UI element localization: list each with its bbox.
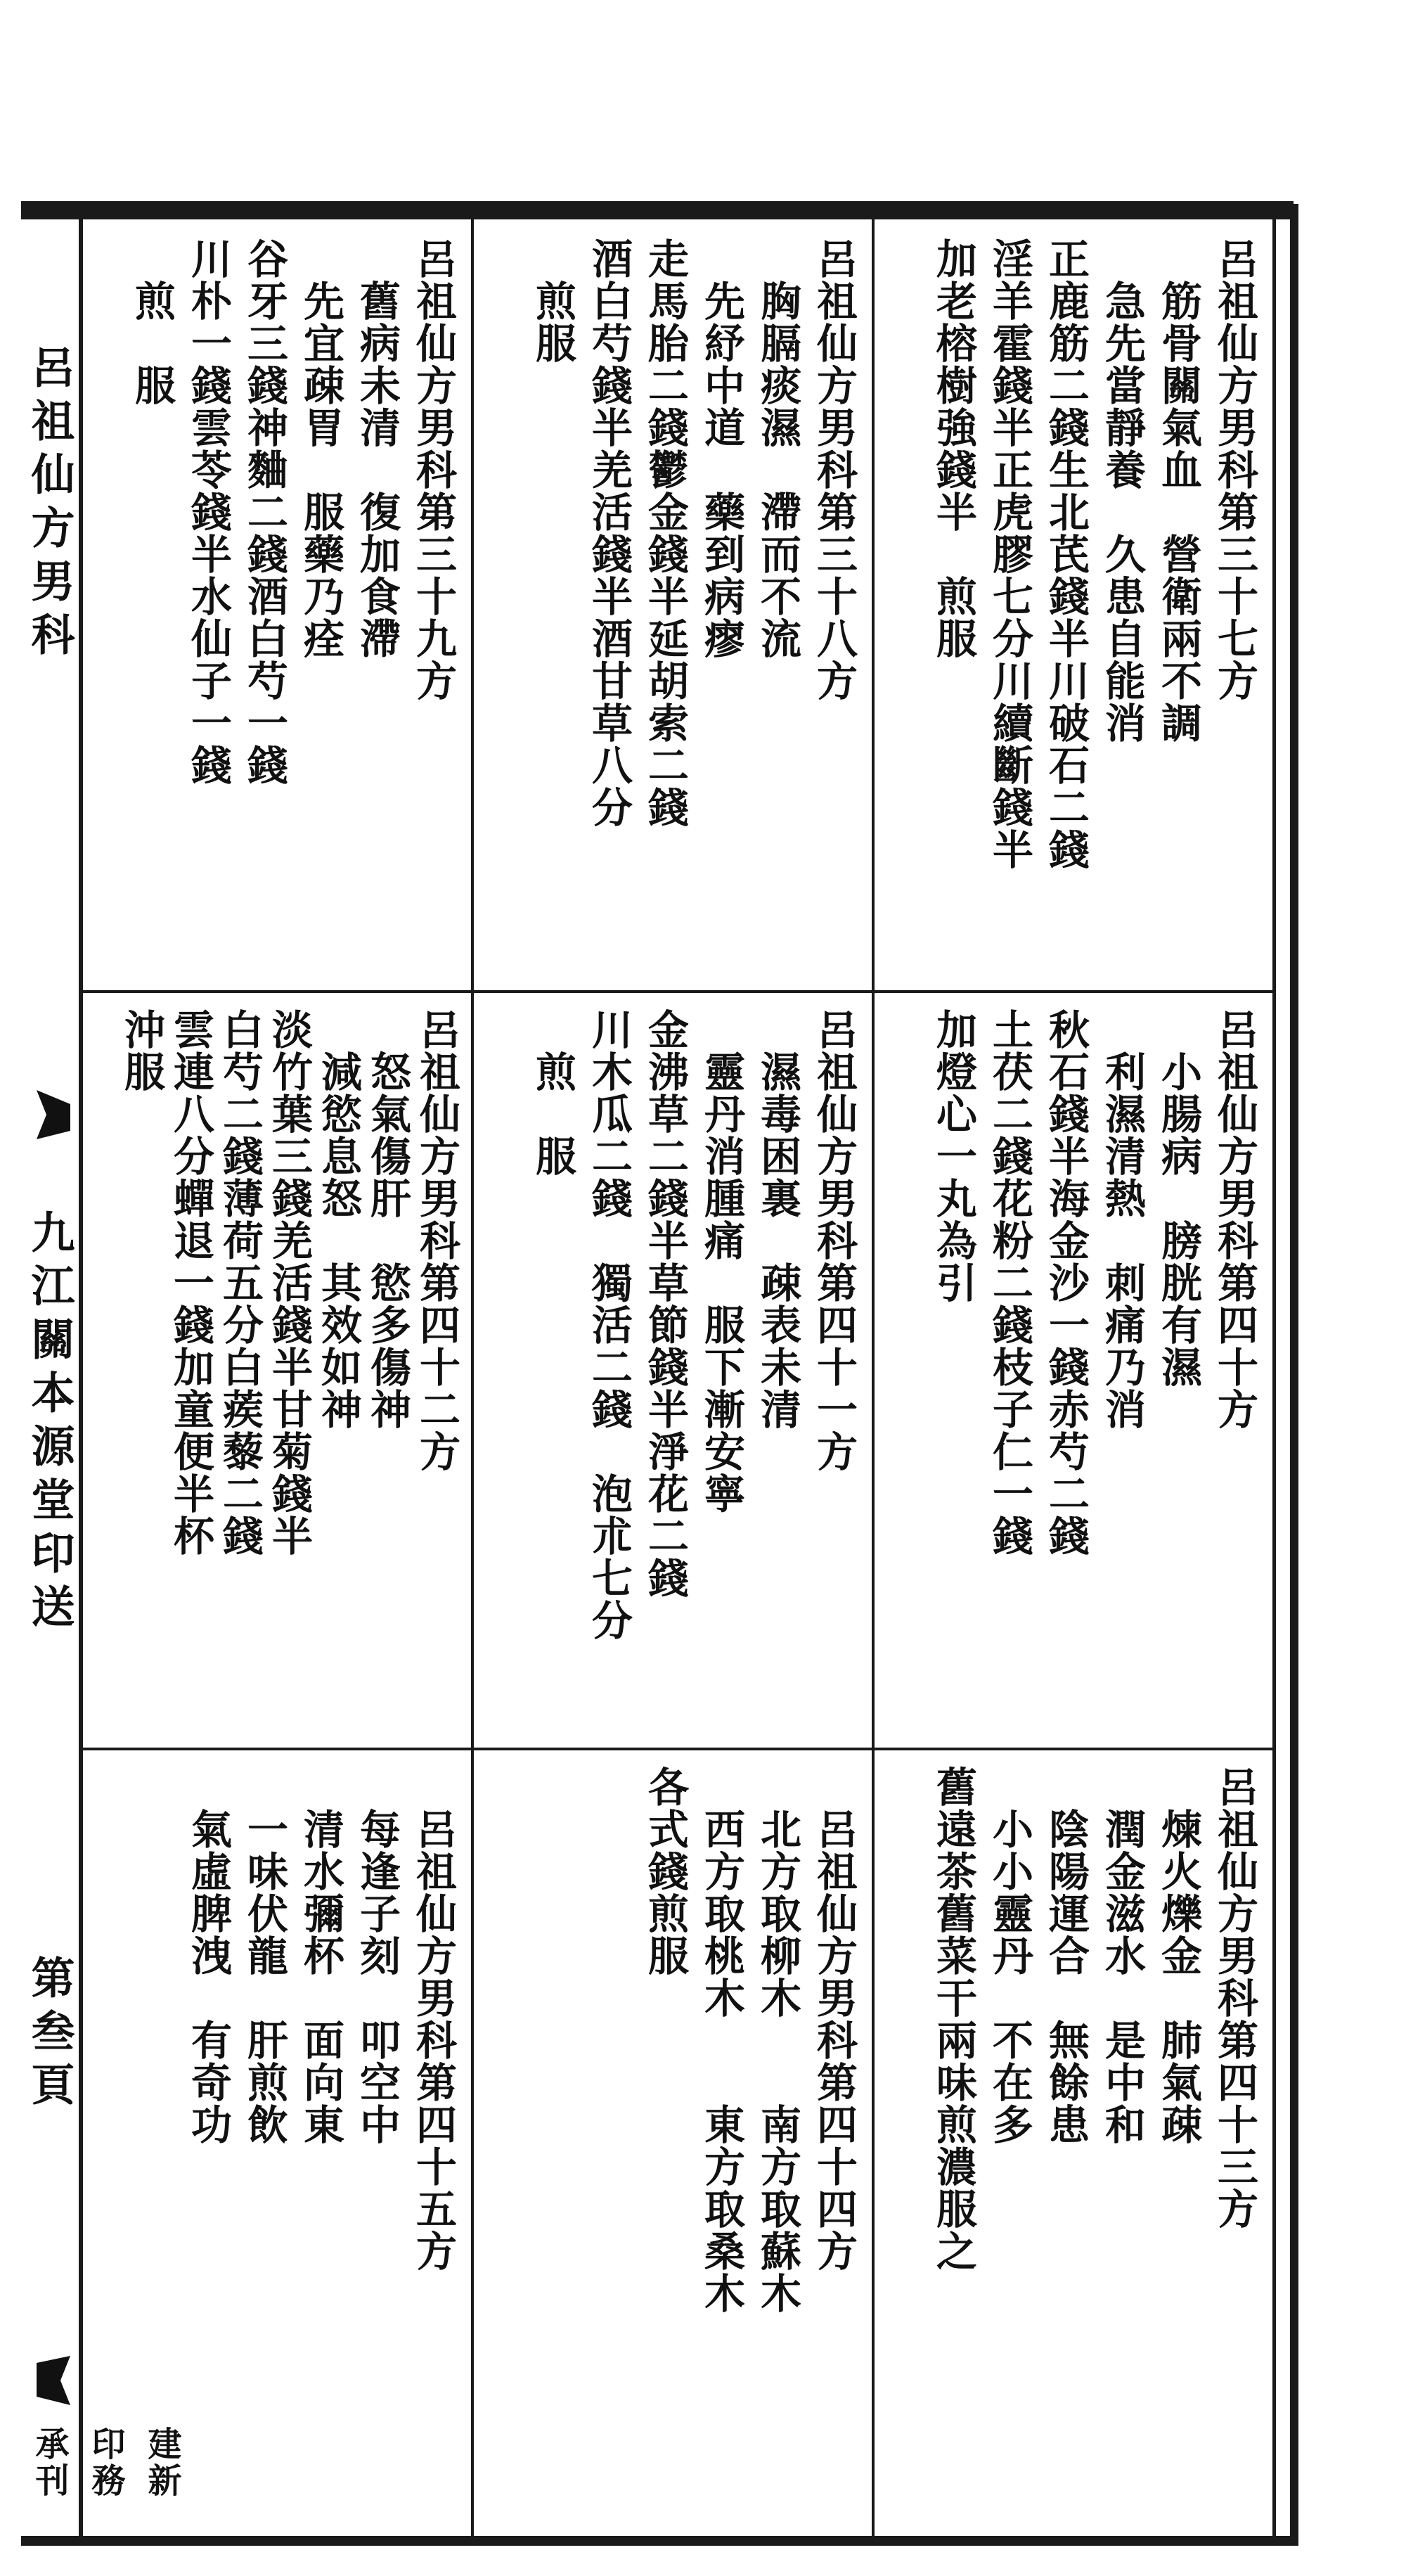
prescription-line: 沖服 xyxy=(117,1008,165,1093)
prescription-title: 呂祖仙方男科第四十四方 xyxy=(810,1766,858,2272)
prescription-line: 清水彌杯 面向東 xyxy=(297,1766,344,2146)
prescription-text xyxy=(524,238,862,828)
prescription-line: 舊病未清 復加食滯 xyxy=(353,238,401,660)
margin-publisher: 九江關本源堂印送 xyxy=(24,1210,75,1637)
prescription-cell xyxy=(875,993,1272,1748)
prescription-title: 呂祖仙方男科第三十八方 xyxy=(810,238,858,702)
prescription-title: 呂祖仙方男科第四十一方 xyxy=(810,1008,858,1473)
prescription-line: 加老榕樹強錢半 煎服 xyxy=(929,238,977,660)
prescription-text xyxy=(524,1008,862,1641)
fish-tail-ornament-icon xyxy=(37,2356,70,2405)
prescription-line: 煎 服 xyxy=(128,238,176,406)
prescription-title: 呂祖仙方男科第四十二方 xyxy=(413,1008,460,1473)
prescription-cell xyxy=(83,993,471,1748)
prescription-text xyxy=(925,1008,1263,1557)
prescription-line: 正鹿筋二錢生北芪錢半川破石二錢 xyxy=(1042,238,1090,871)
prescription-line: 西方取桃木 東方取桑木 xyxy=(697,1766,745,2314)
prescription-line: 北方取柳木 南方取蘇木 xyxy=(754,1766,801,2314)
prescription-line: 潤金滋水 是中和 xyxy=(1098,1766,1146,2146)
prescription-line: 加燈心一丸為引 xyxy=(929,1008,977,1304)
prescription-line: 川木瓜二錢 獨活二錢 泡朮七分 xyxy=(585,1008,633,1641)
prescription-line: 陰陽運合 無餘患 xyxy=(1042,1766,1090,2146)
prescription-line: 濕毒困裏 疎表未清 xyxy=(754,1008,801,1430)
frame-bottom-border xyxy=(21,2536,1294,2546)
margin-page-number: 第叁頁 xyxy=(24,1955,75,2115)
prescription-line: 走馬胎二錢鬱金錢半延胡索二錢 xyxy=(641,238,689,828)
frame-right-inner-border xyxy=(1272,219,1276,2537)
prescription-text xyxy=(637,1766,862,2314)
prescription-line: 氣虛脾洩 有奇功 xyxy=(184,1766,232,2146)
prescription-line: 土茯二錢花粉二錢枝子仁一錢 xyxy=(986,1008,1033,1557)
prescription-line: 煎 服 xyxy=(529,1008,576,1177)
prescription-title: 呂祖仙方男科第四十方 xyxy=(1211,1008,1258,1430)
prescription-line: 酒白芍錢半羌活錢半酒甘草八分 xyxy=(585,238,633,828)
prescription-line: 舊遠茶舊菜干兩味煎濃服之 xyxy=(929,1766,977,2272)
prescription-text xyxy=(117,1008,461,1557)
prescription-cell xyxy=(83,1750,471,2536)
frame-right-border xyxy=(1290,204,1298,2546)
prescription-line: 每逢子刻 叩空中 xyxy=(353,1766,401,2146)
prescription-line: 利濕清熱 刺痛乃消 xyxy=(1098,1008,1146,1430)
prescription-cell xyxy=(875,222,1272,990)
prescription-title: 呂祖仙方男科第三十九方 xyxy=(409,238,457,702)
prescription-line: 減慾息怒 其效如神 xyxy=(314,1008,362,1430)
prescription-line: 先紓中道 藥到病瘳 xyxy=(697,238,745,660)
prescription-line: 川朴一錢雲苓錢半水仙子一錢 xyxy=(184,238,232,786)
prescription-line: 秋石錢半海金沙一錢赤芍二錢 xyxy=(1042,1008,1090,1557)
prescription-cell xyxy=(875,1750,1272,2536)
prescription-text xyxy=(925,1766,1263,2272)
frame-top-border xyxy=(21,201,1294,219)
prescription-line: 筋骨關氣血 營衛兩不調 xyxy=(1154,238,1202,744)
prescription-line: 淡竹葉三錢羌活錢半甘菊錢半 xyxy=(265,1008,313,1557)
prescription-title: 呂祖仙方男科第三十七方 xyxy=(1211,238,1258,702)
prescription-cell xyxy=(474,993,872,1748)
prescription-line: 白芍二錢薄荷五分白蒺藜二錢 xyxy=(216,1008,264,1557)
prescription-line: 雲連八分蟬退一錢加童便半杯 xyxy=(167,1008,214,1557)
prescription-title: 呂祖仙方男科第四十三方 xyxy=(1211,1766,1258,2230)
prescription-text xyxy=(925,238,1263,871)
margin-printer: 建新印務承刊 xyxy=(30,2426,181,2499)
prescription-line: 一味伏龍 肝煎飲 xyxy=(240,1766,288,2146)
prescription-cell xyxy=(474,1750,872,2536)
prescription-line: 煉火爍金 肺氣疎 xyxy=(1154,1766,1202,2146)
prescription-text xyxy=(124,238,461,786)
prescription-cell xyxy=(474,222,872,990)
prescription-line: 胸膈痰濕 滯而不流 xyxy=(754,238,801,660)
prescription-line: 小小靈丹 不在多 xyxy=(986,1766,1033,2146)
prescription-line: 先宜疎胃 服藥乃痊 xyxy=(297,238,344,660)
prescription-line: 煎服 xyxy=(529,238,576,364)
prescription-line: 金沸草二錢半草節錢半淨花二錢 xyxy=(641,1008,689,1599)
prescription-line: 淫羊霍錢半正虎膠七分川續斷錢半 xyxy=(986,238,1033,871)
prescription-line: 怒氣傷肝 慾多傷神 xyxy=(363,1008,411,1430)
fish-tail-ornament-icon xyxy=(37,1090,70,1139)
prescription-title: 呂祖仙方男科第四十五方 xyxy=(409,1766,457,2272)
prescription-line: 小腸病 膀胱有濕 xyxy=(1154,1008,1202,1388)
prescription-cell xyxy=(83,222,471,990)
prescription-text xyxy=(180,1766,461,2272)
prescription-line: 各式錢煎服 xyxy=(641,1766,689,1977)
prescription-line: 谷牙三錢神麯二錢酒白芍一錢 xyxy=(240,238,288,786)
prescription-line: 急先當靜養 久患自能消 xyxy=(1098,238,1146,744)
margin-title: 呂祖仙方男科 xyxy=(24,345,75,665)
prescription-line: 靈丹消腫痛 服下漸安寧 xyxy=(697,1008,745,1515)
